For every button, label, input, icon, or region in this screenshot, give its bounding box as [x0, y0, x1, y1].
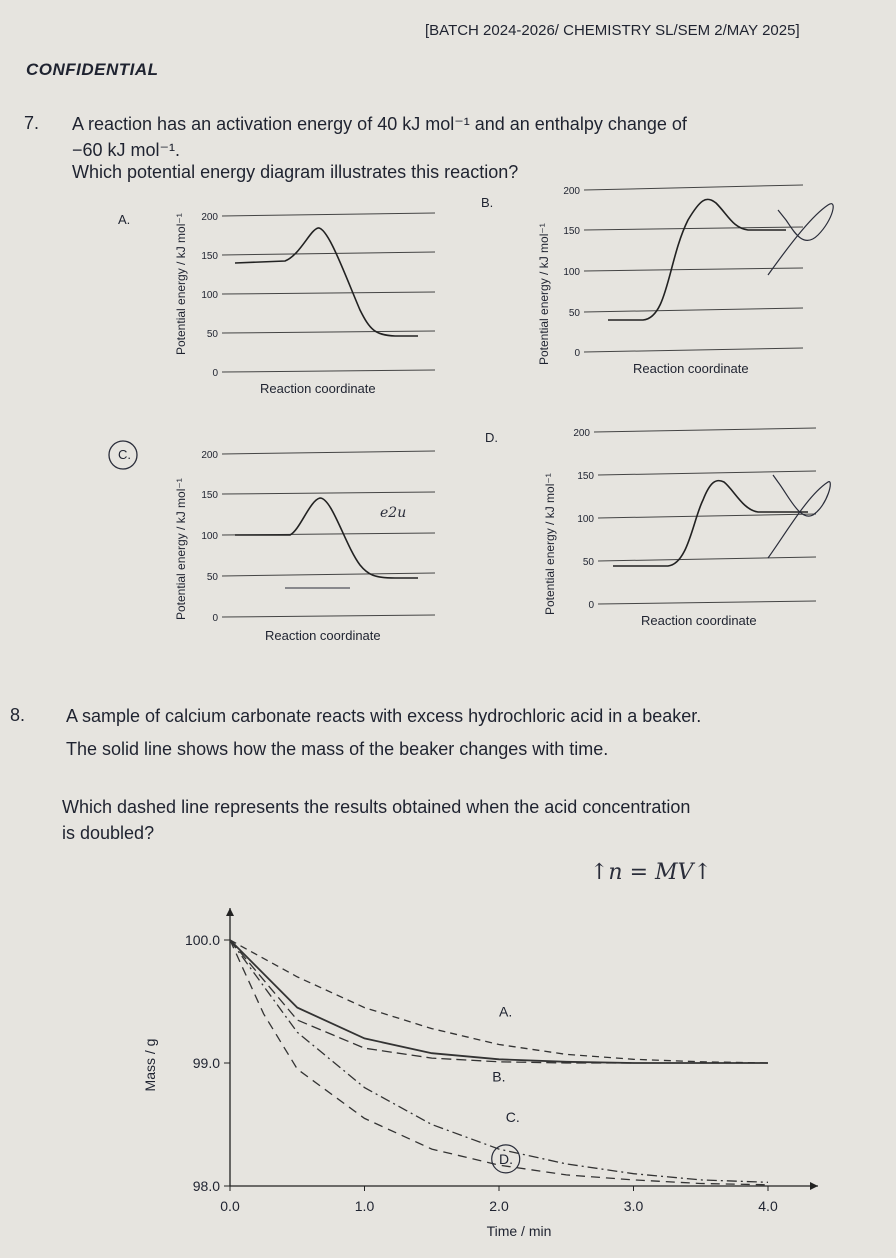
diagram-c: [160, 440, 450, 650]
diagram-d-grid-0: [598, 601, 816, 604]
diagram-c-grid-200: [222, 451, 435, 454]
diagram-d-grid-50: [598, 557, 816, 561]
diagram-b: [528, 180, 848, 380]
diagram-a-tick-200: 200: [201, 212, 218, 223]
diagram-b-cross-out: [768, 204, 833, 275]
diagram-a-grid-200: [222, 213, 435, 216]
diagram-d-grid-200: [594, 428, 816, 432]
diagram-a-ylabel: Potential energy / kJ mol⁻¹: [174, 213, 188, 355]
x-tick-label: 0.0: [220, 1198, 240, 1214]
diagram-b-grid-50: [584, 308, 803, 312]
diagram-a-xlabel: Reaction coordinate: [260, 381, 376, 396]
q7-number: 7.: [24, 113, 40, 133]
x-tick-label: 1.0: [354, 1198, 375, 1214]
diagram-c-tick-50: 50: [206, 572, 218, 583]
diagram-b-grid-100: [584, 268, 803, 271]
q7-line3: Which potential energy diagram illustrates this reaction?: [72, 162, 519, 182]
diagram-d-grid-100: [598, 514, 816, 518]
diagram-d-ylabel: Potential energy / kJ mol⁻¹: [543, 473, 557, 615]
diagram-c-ylabel: Potential energy / kJ mol⁻¹: [174, 478, 188, 620]
diagram-d-tick-150: 150: [577, 471, 594, 482]
diagram-d-tick-50: 50: [582, 557, 594, 568]
diagram-a-grid-0: [222, 370, 435, 372]
diagram-d-grid-150: [598, 471, 816, 475]
diagram-a-tick-50: 50: [206, 329, 218, 340]
diagram-b-tick-150: 150: [563, 226, 580, 237]
series-label-d: D.: [499, 1150, 513, 1167]
diagram-b-curve: [608, 199, 786, 320]
x-axis-title: Time / min: [486, 1223, 552, 1239]
option-a-letter: A.: [118, 212, 131, 227]
mass-time-chart: [100, 900, 860, 1240]
series-label-a: A.: [499, 1003, 513, 1020]
diagram-d-tick-200: 200: [573, 428, 590, 439]
q8-line4: is doubled?: [62, 823, 155, 843]
q8-line2: The solid line shows how the mass of the beaker changes with time.: [66, 739, 609, 759]
diagram-d: [538, 420, 858, 635]
diagram-c-grid-150: [222, 492, 435, 494]
diagram-a-tick-0: 0: [212, 368, 218, 379]
batch-header: [BATCH 2024-2026/ CHEMISTRY SL/SEM 2/MAY 2025]: [425, 22, 800, 39]
confidential-label: CONFIDENTIAL: [26, 60, 159, 79]
diagram-b-tick-0: 0: [574, 348, 580, 359]
diagram-c-tick-200: 200: [201, 450, 218, 461]
option-d-letter: D.: [485, 430, 498, 445]
y-tick-label: 98.0: [192, 1178, 220, 1194]
diagram-a-grid-100: [222, 292, 435, 294]
diagram-c-tick-150: 150: [201, 490, 218, 501]
y-axis-arrow: [226, 908, 234, 916]
diagram-d-tick-0: 0: [588, 600, 594, 611]
diagram-b-tick-200: 200: [563, 186, 580, 197]
diagram-b-tick-100: 100: [563, 267, 580, 278]
diagram-c-xlabel: Reaction coordinate: [265, 628, 381, 643]
series-label-c: C.: [505, 1109, 520, 1126]
option-c-letter: C.: [118, 447, 131, 462]
diagram-d-tick-100: 100: [577, 514, 594, 525]
y-tick-label: 99.0: [192, 1055, 220, 1071]
x-tick-label: 3.0: [623, 1198, 644, 1214]
diagram-a-grid-150: [222, 252, 435, 255]
y-tick-label: 100.0: [184, 932, 220, 948]
diagram-d-cross-out: [768, 475, 830, 558]
diagram-c-tick-100: 100: [201, 531, 218, 542]
y-axis-title: Mass / g: [142, 1038, 158, 1092]
diagram-b-tick-50: 50: [568, 308, 580, 319]
diagram-c-grid-50: [222, 573, 435, 576]
q8-line3: Which dashed line represents the results obtained when the acid concentration: [62, 797, 691, 817]
diagram-c-grid-0: [222, 615, 435, 617]
diagram-b-ylabel: Potential energy / kJ mol⁻¹: [537, 223, 551, 365]
diagram-a-tick-100: 100: [201, 290, 218, 301]
diagram-b-grid-200: [584, 185, 803, 190]
diagram-d-curve: [613, 481, 808, 566]
diagram-b-grid-0: [584, 348, 803, 352]
q8-number: 8.: [10, 705, 26, 725]
handwriting-c: e2u: [380, 505, 407, 521]
diagram-a-curve: [235, 228, 418, 336]
q7-line2: −60 kJ mol⁻¹.: [72, 140, 181, 160]
diagram-a-tick-150: 150: [201, 251, 218, 262]
q7-line1: A reaction has an activation energy of 40 kJ mol⁻¹ and an enthalpy change of: [72, 114, 687, 134]
x-axis-arrow: [810, 1182, 818, 1190]
diagram-c-tick-0: 0: [212, 613, 218, 624]
x-tick-label: 4.0: [758, 1198, 778, 1214]
q8-line1: A sample of calcium carbonate reacts with excess hydrochloric acid in a beaker.: [66, 706, 702, 726]
q8-handwriting: ↑n = MV↑: [590, 860, 712, 885]
diagram-a: [160, 195, 450, 405]
diagram-a-grid-50: [222, 331, 435, 333]
series-a: [230, 940, 768, 1063]
diagram-b-xlabel: Reaction coordinate: [633, 361, 749, 376]
option-b-letter: B.: [481, 195, 494, 210]
diagram-d-xlabel: Reaction coordinate: [641, 613, 757, 628]
x-tick-label: 2.0: [489, 1198, 509, 1214]
series-label-b: B.: [492, 1068, 506, 1085]
